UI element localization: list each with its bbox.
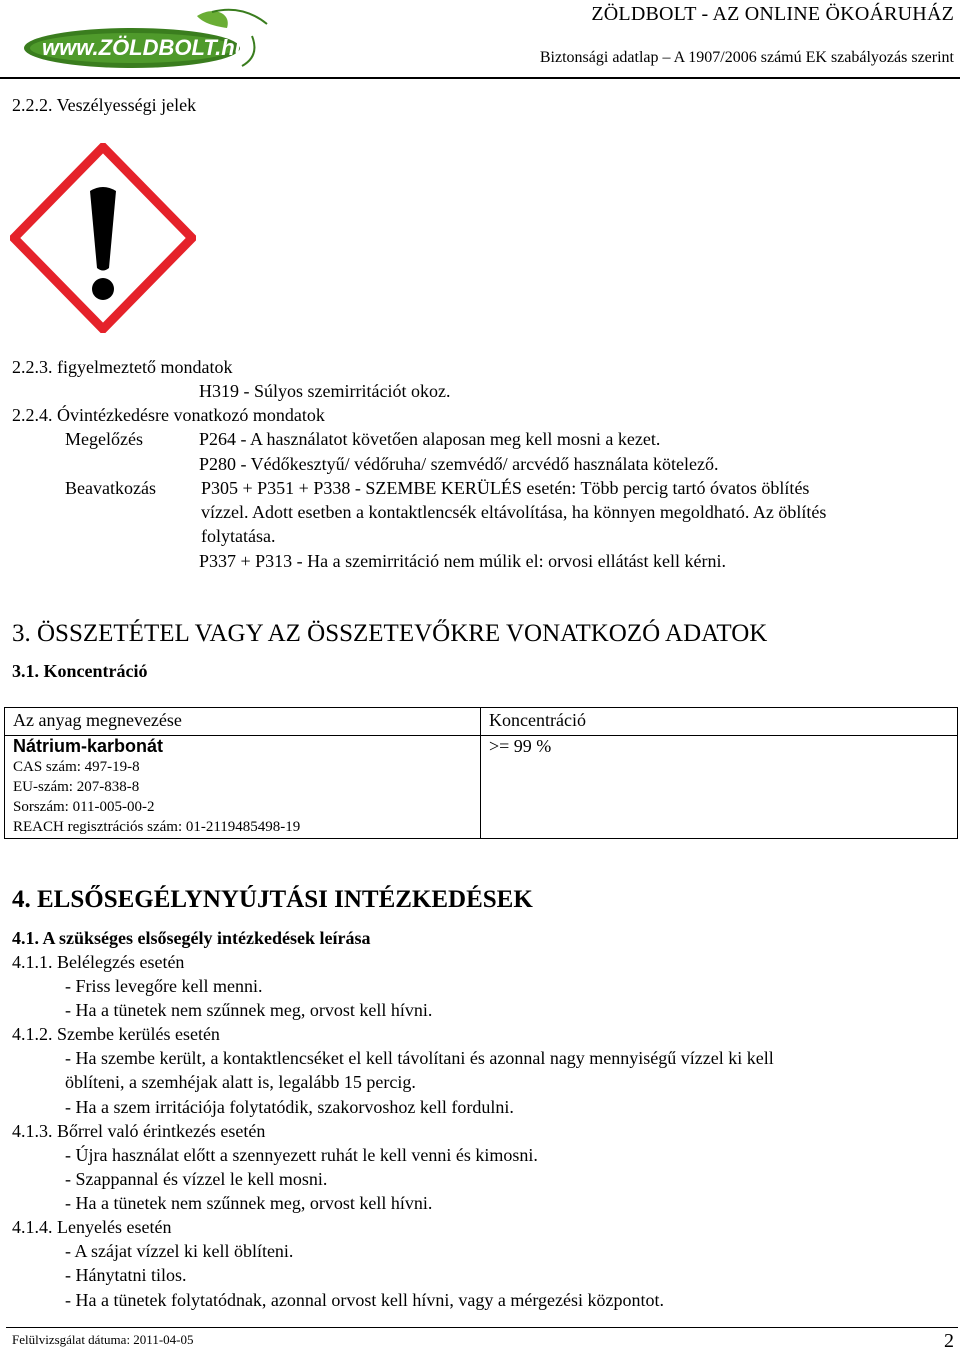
concentration-value: >= 99 % xyxy=(489,736,552,756)
response-label: Beavatkozás xyxy=(65,478,156,498)
p305-line-2: vízzel. Adott esetben a kontaktlencsék eltávolítása, ha könnyen megoldható. Az öblítés xyxy=(201,502,827,522)
inhalation-item-2: - Ha a tünetek nem szűnnek meg, orvost kell hívni. xyxy=(65,1000,433,1020)
logo-text: www.ZÖLDBOLT.hu xyxy=(42,35,249,60)
p337-statement: P337 + P313 - Ha a szemirritáció nem múlik el: orvosi ellátást kell kérni. xyxy=(199,551,727,571)
ghs-exclamation-pictogram-icon xyxy=(10,143,196,333)
footer-divider xyxy=(6,1327,958,1328)
h319-statement: H319 - Súlyos szemirritációt okoz. xyxy=(199,381,451,401)
substance-name: Nátrium-karbonát xyxy=(13,736,164,756)
section-3-1-heading: 3.1. Koncentráció xyxy=(12,661,148,681)
header-subtitle: Biztonsági adatlap – A 1907/2006 számú EK szabályozás szerint xyxy=(539,49,954,66)
section-4-heading: 4. ELSŐSEGÉLYNYÚJTÁSI INTÉZKEDÉSEK xyxy=(12,886,533,913)
revision-date: Felülvizsgálat dátuma: 2011-04-05 xyxy=(12,1332,194,1347)
skin-item-3: - Ha a tünetek nem szűnnek meg, orvost kell hívni. xyxy=(65,1193,433,1213)
header-title: ZÖLDBOLT - AZ ONLINE ÖKOÁRUHÁZ xyxy=(591,3,954,25)
eu-number: EU-szám: 207-838-8 xyxy=(13,779,140,795)
section-2-2-4-heading: 2.2.4. Óvintézkedésre vonatkozó mondatok xyxy=(12,405,325,425)
section-4-1-heading: 4.1. A szükséges elsősegély intézkedések leírása xyxy=(12,928,371,948)
section-4-1-2-heading: 4.1.2. Szembe kerülés esetén xyxy=(12,1024,220,1044)
table-col1-header: Az anyag megnevezése xyxy=(13,710,182,730)
p305-line-3: folytatása. xyxy=(201,526,276,546)
section-4-1-4-heading: 4.1.4. Lenyelés esetén xyxy=(12,1217,172,1237)
header-divider xyxy=(0,77,960,79)
skin-item-1: - Újra használat előtt a szennyezett ruhát le kell venni és kimosni. xyxy=(65,1145,538,1165)
section-2-2-3-heading: 2.2.3. figyelmeztető mondatok xyxy=(12,357,233,377)
section-3-heading: 3. ÖSSZETÉTEL VAGY AZ ÖSSZETEVŐKRE VONATKOZÓ ADATOK xyxy=(12,620,768,647)
section-4-1-1-heading: 4.1.1. Belélegzés esetén xyxy=(12,952,185,972)
p264-statement: P264 - A használatot követően alaposan meg kell mosni a kezet. xyxy=(199,429,661,449)
zoldbolt-logo xyxy=(12,6,274,74)
section-2-2-2-heading: 2.2.2. Veszélyességi jelek xyxy=(12,95,197,115)
ingestion-item-1: - A szájat vízzel ki kell öblíteni. xyxy=(65,1241,294,1261)
eye-item-1-line-2: öblíteni, a szemhéjak alatt is, legalább 15 percig. xyxy=(65,1072,416,1092)
ingestion-item-3: - Ha a tünetek folytatódnak, azonnal orvost kell hívni, vagy a mérgezési központot. xyxy=(65,1290,664,1310)
eye-item-2: - Ha a szem irritációja folytatódik, szakorvoshoz kell fordulni. xyxy=(65,1097,514,1117)
reach-number: REACH regisztrációs szám: 01-2119485498-19 xyxy=(13,819,301,835)
skin-item-2: - Szappannal és vízzel le kell mosni. xyxy=(65,1169,328,1189)
cas-number: CAS szám: 497-19-8 xyxy=(13,759,140,775)
ingestion-item-2: - Hánytatni tilos. xyxy=(65,1265,187,1285)
index-number: Sorszám: 011-005-00-2 xyxy=(13,799,155,815)
page-number: 2 xyxy=(944,1330,954,1352)
p280-statement: P280 - Védőkesztyű/ védőruha/ szemvédő/ arcvédő használata kötelező. xyxy=(199,454,719,474)
table-column-divider xyxy=(480,708,481,838)
prevention-label: Megelőzés xyxy=(65,429,143,449)
eye-item-1-line-1: - Ha szembe került, a kontaktlencséket el kell távolítani és azonnal nagy mennyiségű vízzel ki kell xyxy=(65,1048,774,1068)
p305-line-1: P305 + P351 + P338 - SZEMBE KERÜLÉS esetén: Több percig tartó óvatos öblítés xyxy=(201,478,810,498)
composition-table xyxy=(4,707,958,839)
section-4-1-3-heading: 4.1.3. Bőrrel való érintkezés esetén xyxy=(12,1121,266,1141)
table-col2-header: Koncentráció xyxy=(489,710,586,730)
inhalation-item-1: - Friss levegőre kell menni. xyxy=(65,976,263,996)
